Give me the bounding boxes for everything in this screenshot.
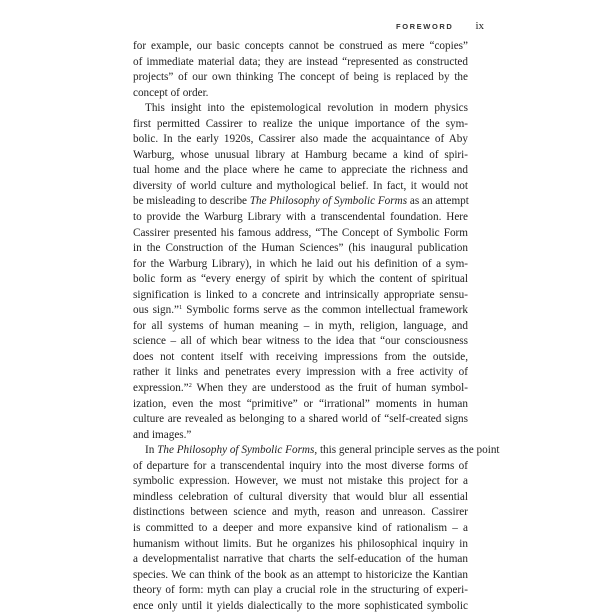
text-run: expression.” xyxy=(133,382,189,395)
text-run: bolic. In the early 1920s, Cassirer also made the acquaintance of Aby xyxy=(133,133,468,146)
text-run: culture are revealed as belonging to a shared world of “self-created signs xyxy=(133,413,468,426)
text-run: for the Warburg Library), in which he laid out his definition of a sym- xyxy=(133,257,468,270)
text-line xyxy=(133,552,468,568)
text-line xyxy=(133,397,468,413)
text-line xyxy=(133,443,500,459)
text-run: ization, even the most “primitive” or “irrational” moments in human xyxy=(133,397,468,410)
text-line xyxy=(133,179,468,195)
text-run: bolic form as “every energy of spirit by which the content of spiritual xyxy=(133,273,468,286)
text-run: When they are understood as the fruit of human symbol- xyxy=(191,382,468,395)
italic-book-title: The Philosophy of Symbolic Forms xyxy=(249,195,408,208)
text-line xyxy=(133,39,468,55)
text-run: projects” of our own thinking The concept of being is replaced by the xyxy=(133,71,468,84)
text-line xyxy=(133,381,468,397)
text-run: in the Construction of the Human Sciences” (his inaugural publication xyxy=(133,242,468,255)
text-run: first permitted Cassirer to realize the unique importance of the sym- xyxy=(133,117,468,130)
text-line xyxy=(133,537,468,553)
text-line xyxy=(133,55,468,71)
text-run: In xyxy=(145,444,158,457)
text-line xyxy=(133,288,468,304)
text-line xyxy=(133,428,468,444)
text-run: a developmentalist narrative that charts the self-education of the human xyxy=(133,553,468,566)
text-run: , this general principle serves as the point xyxy=(314,444,500,457)
text-run: is committed to a deeper and more expansive kind of rationalism – a xyxy=(133,521,468,534)
footnote-marker: 1 xyxy=(178,304,183,312)
text-run: ous sign.” xyxy=(133,304,179,317)
text-run: to provide the Warburg Library with a transcendental foundation. Here xyxy=(133,211,468,224)
text-line xyxy=(133,70,468,86)
text-line xyxy=(133,474,468,490)
running-head-title: FOREWORD xyxy=(396,22,454,31)
text-run: distinctions between science and myth, reason and unreason. Cassirer xyxy=(133,506,468,519)
text-run: for all systems of human meaning – in myth, religion, language, and xyxy=(133,319,468,332)
text-line xyxy=(133,226,468,242)
text-line xyxy=(133,272,468,288)
text-run: ence only until it yields dialectically to the more sophisticated symbolic xyxy=(133,599,468,612)
text-run: tual home and the place where he came to appreciate the richness and xyxy=(133,164,468,177)
text-line xyxy=(133,194,468,210)
running-head xyxy=(396,20,484,32)
text-run: of departure for a transcendental inquiry into the most diverse forms of xyxy=(133,459,468,472)
text-run: Symbolic forms serve as the common intellectual framework xyxy=(182,304,468,317)
page-number: ix xyxy=(475,20,484,32)
text-run: symbolic expression. However, we must not mistake this project for a xyxy=(133,475,468,488)
text-line xyxy=(133,210,468,226)
text-run: diversity of world culture and mythological belief. In fact, it would not xyxy=(133,179,468,192)
text-line xyxy=(133,132,468,148)
text-line xyxy=(133,303,468,319)
text-line xyxy=(133,334,468,350)
text-line xyxy=(133,350,468,366)
text-run: as an attempt xyxy=(407,195,469,208)
text-run: Warburg, whose unusual library at Hamburg became a kind of spiri- xyxy=(133,148,468,161)
text-line xyxy=(133,101,468,117)
text-run: science – all of which bear witness to the idea that “our consciousness xyxy=(133,335,468,348)
footnote-marker: 2 xyxy=(188,382,192,390)
text-run: mindless celebration of cultural diversity that would blur all essential xyxy=(133,490,468,503)
text-run: humanism without limits. But he organizes his philosophical inquiry in xyxy=(133,537,468,550)
text-run: and images.” xyxy=(133,428,192,441)
text-run: signification is linked to a concrete and intrinsically appropriate sensu- xyxy=(133,288,468,301)
text-run: be misleading to describe xyxy=(133,195,250,208)
text-run: concept of order. xyxy=(133,86,209,99)
text-line xyxy=(133,583,468,599)
text-line xyxy=(133,490,468,506)
text-run: Cassirer presented his famous address, “The Concept of Symbolic Form xyxy=(133,226,468,239)
text-run: rather it links and penetrates every impression with a free activity of xyxy=(133,366,468,379)
text-run: This insight into the epistemological revolution in modern physics xyxy=(145,102,468,115)
text-line xyxy=(133,86,468,102)
text-line xyxy=(133,163,468,179)
text-run: theory of form: myth can play a crucial role in the structuring of experi- xyxy=(133,584,468,597)
text-line xyxy=(133,599,468,614)
text-line xyxy=(133,568,468,584)
text-line xyxy=(133,459,468,475)
text-line xyxy=(133,412,468,428)
text-line xyxy=(133,521,468,537)
text-run: for example, our basic concepts cannot be construed as mere “copies” xyxy=(133,40,468,52)
text-line xyxy=(133,505,468,521)
text-line xyxy=(133,241,468,257)
text-line xyxy=(133,117,468,133)
body-text xyxy=(133,39,500,614)
text-line xyxy=(133,257,468,273)
italic-book-title: The Philosophy of Symbolic Forms xyxy=(157,444,315,457)
text-run: of immediate material data; they are instead “represented as constructed xyxy=(133,55,468,68)
text-run: species. We can think of the book as an attempt to historicize the Kantian xyxy=(133,568,468,581)
text-run: does not content itself with receiving impressions from the outside, xyxy=(133,350,468,363)
text-line xyxy=(133,148,468,164)
text-line xyxy=(133,319,468,335)
text-line xyxy=(133,365,468,381)
